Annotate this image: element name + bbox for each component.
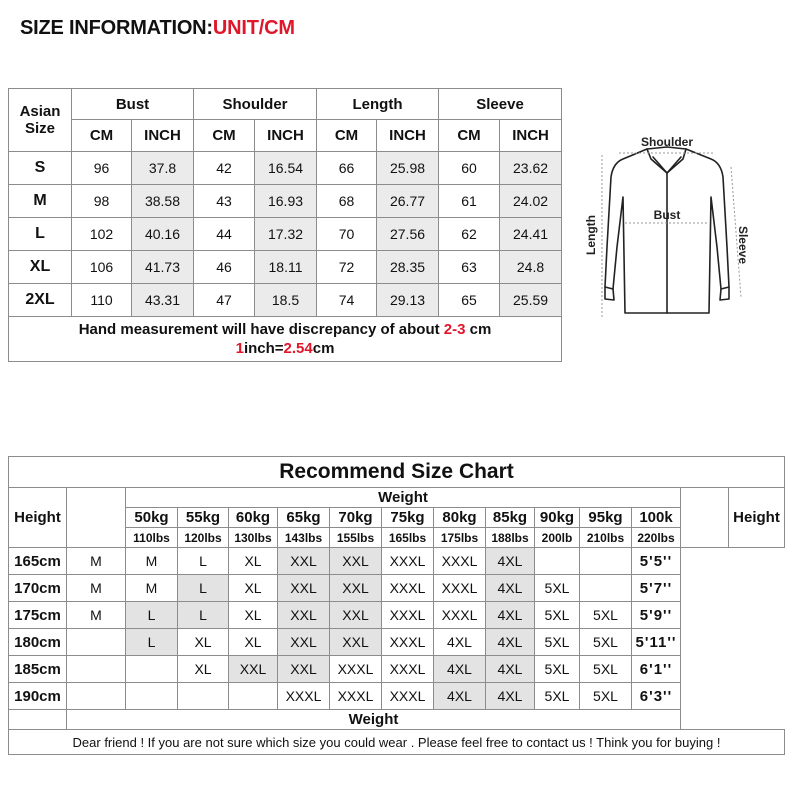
size-value-cell: 40.16 bbox=[132, 218, 194, 251]
size-value-cell: 106 bbox=[72, 251, 132, 284]
size-recommendation-cell: XXXL bbox=[382, 548, 434, 575]
size-value-cell: 102 bbox=[72, 218, 132, 251]
size-recommendation-cell: M bbox=[126, 575, 178, 602]
size-recommendation-cell: L bbox=[178, 548, 229, 575]
size-recommendation-cell: M bbox=[67, 575, 126, 602]
weight-lbs-header: 165lbs bbox=[382, 528, 434, 548]
size-value-cell: 44 bbox=[194, 218, 255, 251]
size-value-cell: 23.62 bbox=[500, 152, 562, 185]
size-recommendation-cell bbox=[126, 656, 178, 683]
weight-kg-header: 50kg bbox=[126, 508, 178, 528]
group-length: Length bbox=[317, 89, 439, 120]
size-recommendation-cell: 4XL bbox=[434, 683, 486, 710]
size-recommendation-cell: 5XL bbox=[580, 683, 632, 710]
size-value-cell: 63 bbox=[439, 251, 500, 284]
height-label-left: Height bbox=[9, 488, 67, 548]
size-recommendation-cell bbox=[67, 683, 126, 710]
size-row bbox=[9, 185, 562, 218]
weight-kg-header: 100k bbox=[632, 508, 681, 528]
unit-inch: INCH bbox=[132, 120, 194, 152]
size-recommendation-cell: XXXL bbox=[382, 683, 434, 710]
weight-kg-header: 75kg bbox=[382, 508, 434, 528]
size-value-cell: 43 bbox=[194, 185, 255, 218]
chart-title: Recommend Size Chart bbox=[9, 457, 785, 488]
size-recommendation-cell: M bbox=[67, 548, 126, 575]
size-recommendation-cell: L bbox=[178, 602, 229, 629]
height-row bbox=[9, 602, 785, 629]
weight-lbs-header: 200lb bbox=[535, 528, 580, 548]
weight-lbs-header: 188lbs bbox=[486, 528, 535, 548]
height-cm-label: 165cm bbox=[9, 548, 67, 575]
unit-inch: INCH bbox=[500, 120, 562, 152]
label-shoulder: Shoulder bbox=[640, 135, 694, 149]
size-value-cell: 37.8 bbox=[132, 152, 194, 185]
size-recommendation-cell bbox=[126, 683, 178, 710]
size-value-cell: 38.58 bbox=[132, 185, 194, 218]
size-recommendation-cell: 5XL bbox=[580, 602, 632, 629]
size-recommendation-cell: XXL bbox=[229, 656, 278, 683]
group-bust: Bust bbox=[72, 89, 194, 120]
size-recommendation-cell bbox=[67, 629, 126, 656]
size-recommendation-cell bbox=[535, 548, 580, 575]
weight-lbs-header: 130lbs bbox=[229, 528, 278, 548]
size-recommendation-cell: XL bbox=[229, 548, 278, 575]
weight-lbs-header: 120lbs bbox=[178, 528, 229, 548]
size-value-cell: 62 bbox=[439, 218, 500, 251]
size-recommendation-cell: XXXL bbox=[382, 629, 434, 656]
size-value-cell: 25.98 bbox=[377, 152, 439, 185]
size-recommendation-cell: L bbox=[178, 575, 229, 602]
size-value-cell: 42 bbox=[194, 152, 255, 185]
size-recommendation-cell: L bbox=[126, 629, 178, 656]
size-recommendation-cell: 4XL bbox=[486, 683, 535, 710]
size-recommendation-cell: 4XL bbox=[486, 602, 535, 629]
size-value-cell: 65 bbox=[439, 284, 500, 317]
size-label: XL bbox=[9, 251, 72, 284]
corner-cell-right bbox=[681, 488, 729, 548]
size-recommendation-cell: 5XL bbox=[535, 683, 580, 710]
height-ft-label: 6'1'' bbox=[632, 656, 681, 683]
size-recommendation-cell bbox=[67, 656, 126, 683]
label-bust: Bust bbox=[653, 208, 681, 222]
size-value-cell: 68 bbox=[317, 185, 377, 218]
size-recommendation-cell: XXXL bbox=[278, 683, 330, 710]
label-length: Length bbox=[584, 215, 598, 255]
size-row bbox=[9, 251, 562, 284]
size-value-cell: 60 bbox=[439, 152, 500, 185]
height-row bbox=[9, 683, 785, 710]
corner-cell-bottom bbox=[9, 710, 67, 730]
size-recommendation-cell: XL bbox=[178, 656, 229, 683]
size-value-cell: 41.73 bbox=[132, 251, 194, 284]
size-recommendation-cell: XXL bbox=[278, 548, 330, 575]
height-row bbox=[9, 575, 785, 602]
size-recommendation-cell: 5XL bbox=[535, 602, 580, 629]
unit-cm: CM bbox=[194, 120, 255, 152]
asian-size-header: Asian Size bbox=[9, 89, 72, 152]
label-sleeve: Sleeve bbox=[736, 225, 750, 265]
size-recommendation-cell: 5XL bbox=[580, 656, 632, 683]
weight-lbs-header: 110lbs bbox=[126, 528, 178, 548]
weight-lbs-header: 220lbs bbox=[632, 528, 681, 548]
size-recommendation-cell: 5XL bbox=[535, 656, 580, 683]
size-value-cell: 17.32 bbox=[255, 218, 317, 251]
size-label: L bbox=[9, 218, 72, 251]
height-ft-label: 6'3'' bbox=[632, 683, 681, 710]
size-recommendation-cell: XL bbox=[229, 629, 278, 656]
height-row bbox=[9, 629, 785, 656]
height-ft-label: 5'7'' bbox=[632, 575, 681, 602]
weight-lbs-header: 143lbs bbox=[278, 528, 330, 548]
size-row bbox=[9, 218, 562, 251]
size-recommendation-cell: XXL bbox=[278, 629, 330, 656]
size-recommendation-cell: XXXL bbox=[382, 602, 434, 629]
measurement-note: Hand measurement will have discrepancy of about 2-3 cm 1inch=2.54cm bbox=[9, 317, 562, 362]
size-recommendation-cell: XL bbox=[229, 575, 278, 602]
size-recommendation-cell: XL bbox=[229, 602, 278, 629]
size-recommendation-cell: 4XL bbox=[486, 656, 535, 683]
title-prefix: SIZE INFORMATION: bbox=[20, 17, 213, 39]
size-recommendation-cell: 4XL bbox=[434, 629, 486, 656]
size-recommendation-cell: 5XL bbox=[580, 629, 632, 656]
size-value-cell: 25.59 bbox=[500, 284, 562, 317]
size-recommendation-cell: XXXL bbox=[434, 575, 486, 602]
unit-inch: INCH bbox=[255, 120, 317, 152]
size-label: S bbox=[9, 152, 72, 185]
size-recommendation-cell: XXL bbox=[330, 629, 382, 656]
size-recommendation-cell: M bbox=[67, 602, 126, 629]
size-recommendation-cell: 4XL bbox=[434, 656, 486, 683]
shirt-icon bbox=[605, 147, 729, 313]
size-recommendation-cell: L bbox=[126, 602, 178, 629]
weight-kg-header: 60kg bbox=[229, 508, 278, 528]
size-recommendation-cell: M bbox=[126, 548, 178, 575]
size-row bbox=[9, 284, 562, 317]
size-value-cell: 47 bbox=[194, 284, 255, 317]
size-recommendation-cell: XXL bbox=[330, 602, 382, 629]
group-shoulder: Shoulder bbox=[194, 89, 317, 120]
size-recommendation-cell: XXXL bbox=[330, 656, 382, 683]
size-value-cell: 18.11 bbox=[255, 251, 317, 284]
shirt-measurement-diagram bbox=[583, 127, 753, 327]
weight-kg-header: 85kg bbox=[486, 508, 535, 528]
weight-kg-header: 70kg bbox=[330, 508, 382, 528]
corner-cell bbox=[67, 488, 126, 548]
size-recommendation-cell: XXL bbox=[330, 548, 382, 575]
size-label: M bbox=[9, 185, 72, 218]
size-table bbox=[8, 88, 562, 362]
size-value-cell: 74 bbox=[317, 284, 377, 317]
weight-kg-header: 90kg bbox=[535, 508, 580, 528]
size-value-cell: 96 bbox=[72, 152, 132, 185]
size-value-cell: 98 bbox=[72, 185, 132, 218]
height-cm-label: 175cm bbox=[9, 602, 67, 629]
unit-cm: CM bbox=[439, 120, 500, 152]
height-ft-label: 5'9'' bbox=[632, 602, 681, 629]
size-row bbox=[9, 152, 562, 185]
size-value-cell: 66 bbox=[317, 152, 377, 185]
title-unit: UNIT/CM bbox=[212, 17, 295, 39]
size-value-cell: 16.93 bbox=[255, 185, 317, 218]
size-recommendation-cell: XXL bbox=[278, 656, 330, 683]
size-value-cell: 28.35 bbox=[377, 251, 439, 284]
weight-label-top: Weight bbox=[126, 488, 681, 508]
size-recommendation-cell: 5XL bbox=[535, 575, 580, 602]
size-value-cell: 43.31 bbox=[132, 284, 194, 317]
height-label-right: Height bbox=[729, 488, 785, 548]
size-value-cell: 18.5 bbox=[255, 284, 317, 317]
height-row bbox=[9, 548, 785, 575]
size-recommendation-cell: XXXL bbox=[382, 575, 434, 602]
unit-inch: INCH bbox=[377, 120, 439, 152]
weight-kg-header: 95kg bbox=[580, 508, 632, 528]
size-recommendation-cell: 4XL bbox=[486, 548, 535, 575]
size-value-cell: 70 bbox=[317, 218, 377, 251]
size-recommendation-cell: 5XL bbox=[535, 629, 580, 656]
size-recommendation-cell bbox=[178, 683, 229, 710]
height-cm-label: 170cm bbox=[9, 575, 67, 602]
size-recommendation-cell: XXXL bbox=[434, 548, 486, 575]
weight-kg-header: 80kg bbox=[434, 508, 486, 528]
unit-cm: CM bbox=[317, 120, 377, 152]
size-recommendation-cell bbox=[580, 548, 632, 575]
weight-kg-header: 55kg bbox=[178, 508, 229, 528]
size-value-cell: 24.02 bbox=[500, 185, 562, 218]
weight-kg-header: 65kg bbox=[278, 508, 330, 528]
size-recommendation-cell: XXL bbox=[278, 602, 330, 629]
weight-lbs-header: 210lbs bbox=[580, 528, 632, 548]
size-value-cell: 26.77 bbox=[377, 185, 439, 218]
page-title bbox=[20, 17, 295, 40]
height-cm-label: 190cm bbox=[9, 683, 67, 710]
group-sleeve: Sleeve bbox=[439, 89, 562, 120]
height-ft-label: 5'5'' bbox=[632, 548, 681, 575]
height-ft-label: 5'11'' bbox=[632, 629, 681, 656]
size-recommendation-cell: XL bbox=[178, 629, 229, 656]
height-cm-label: 180cm bbox=[9, 629, 67, 656]
footer-note: Dear friend ! If you are not sure which size you could wear . Please feel free to contact us ! Think you for buying ! bbox=[9, 730, 785, 755]
size-value-cell: 24.8 bbox=[500, 251, 562, 284]
size-recommendation-cell: XXL bbox=[278, 575, 330, 602]
size-recommendation-cell bbox=[580, 575, 632, 602]
weight-lbs-header: 175lbs bbox=[434, 528, 486, 548]
size-recommendation-cell: XXXL bbox=[434, 602, 486, 629]
size-label: 2XL bbox=[9, 284, 72, 317]
size-recommendation-cell bbox=[229, 683, 278, 710]
size-value-cell: 46 bbox=[194, 251, 255, 284]
size-value-cell: 27.56 bbox=[377, 218, 439, 251]
size-value-cell: 29.13 bbox=[377, 284, 439, 317]
size-recommendation-cell: XXXL bbox=[382, 656, 434, 683]
unit-cm: CM bbox=[72, 120, 132, 152]
weight-label-bottom: Weight bbox=[67, 710, 681, 730]
size-value-cell: 16.54 bbox=[255, 152, 317, 185]
size-recommendation-cell: XXL bbox=[330, 575, 382, 602]
weight-lbs-header: 155lbs bbox=[330, 528, 382, 548]
size-recommendation-cell: XXXL bbox=[330, 683, 382, 710]
size-value-cell: 61 bbox=[439, 185, 500, 218]
recommend-size-chart bbox=[8, 456, 785, 755]
height-cm-label: 185cm bbox=[9, 656, 67, 683]
size-recommendation-cell: 4XL bbox=[486, 575, 535, 602]
size-value-cell: 24.41 bbox=[500, 218, 562, 251]
size-value-cell: 72 bbox=[317, 251, 377, 284]
size-value-cell: 110 bbox=[72, 284, 132, 317]
size-recommendation-cell: 4XL bbox=[486, 629, 535, 656]
height-row bbox=[9, 656, 785, 683]
